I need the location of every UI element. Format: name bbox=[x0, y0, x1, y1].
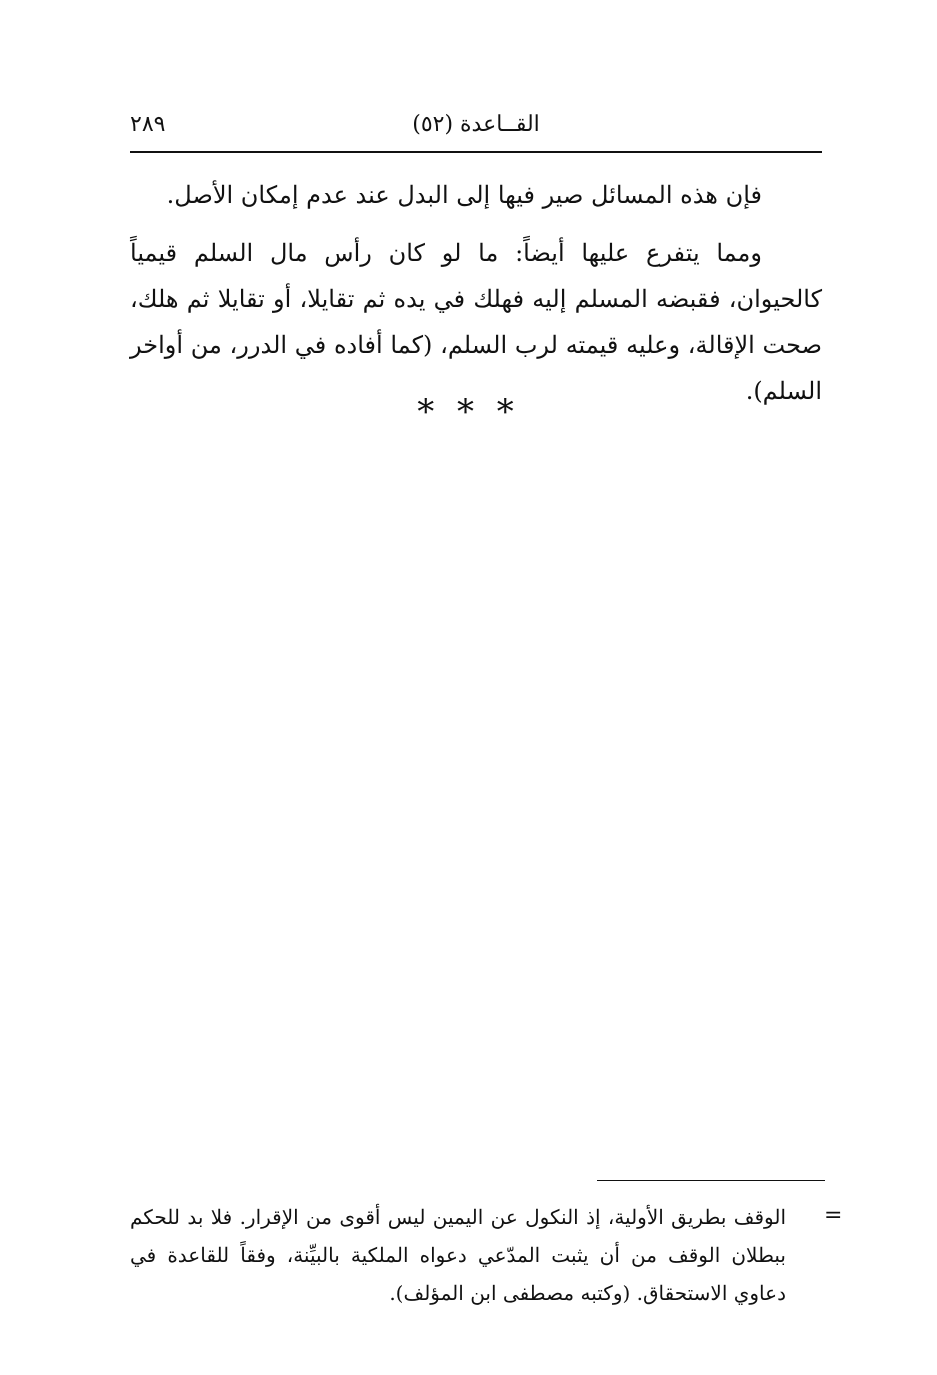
running-header bbox=[130, 112, 822, 148]
paragraph-1: فإن هذه المسائل صير فيها إلى البدل عند عدم إمكان الأصل. bbox=[166, 181, 762, 209]
footnote-text: الوقف بطريق الأولية، إذ النكول عن اليمين ليس أقوى من الإقرار. فلا بد للحكم ببطلان الوقف من أن يثبت المدّعي دعواه الملكية بالبيِّنة، وفقاً للقاعدة في دعاوي الاستحقاق. (وكتبه مصطفى ابن المؤلف). bbox=[130, 1205, 786, 1305]
footnote-rule bbox=[597, 1180, 825, 1181]
section-separator: * * * bbox=[417, 392, 520, 432]
paragraph-2: ومما يتفرع عليها أيضاً: ما لو كان رأس مال السلم قيمياً كالحيوان، فقبضه المسلم إليه فهلك في يده ثم تقايلا، أو تقايلا ثم هلك، صحت الإقالة، وعليه قيمته لرب السلم، (كما أفاده في الدرر، من أواخر السلم). bbox=[130, 239, 822, 405]
footnote-continuation-mark: = bbox=[824, 1203, 843, 1228]
header-rule bbox=[130, 151, 822, 153]
running-title: القــاعدة (٥٢) bbox=[412, 112, 540, 137]
page-number: ٢٨٩ bbox=[130, 112, 166, 137]
main-text bbox=[130, 172, 822, 414]
